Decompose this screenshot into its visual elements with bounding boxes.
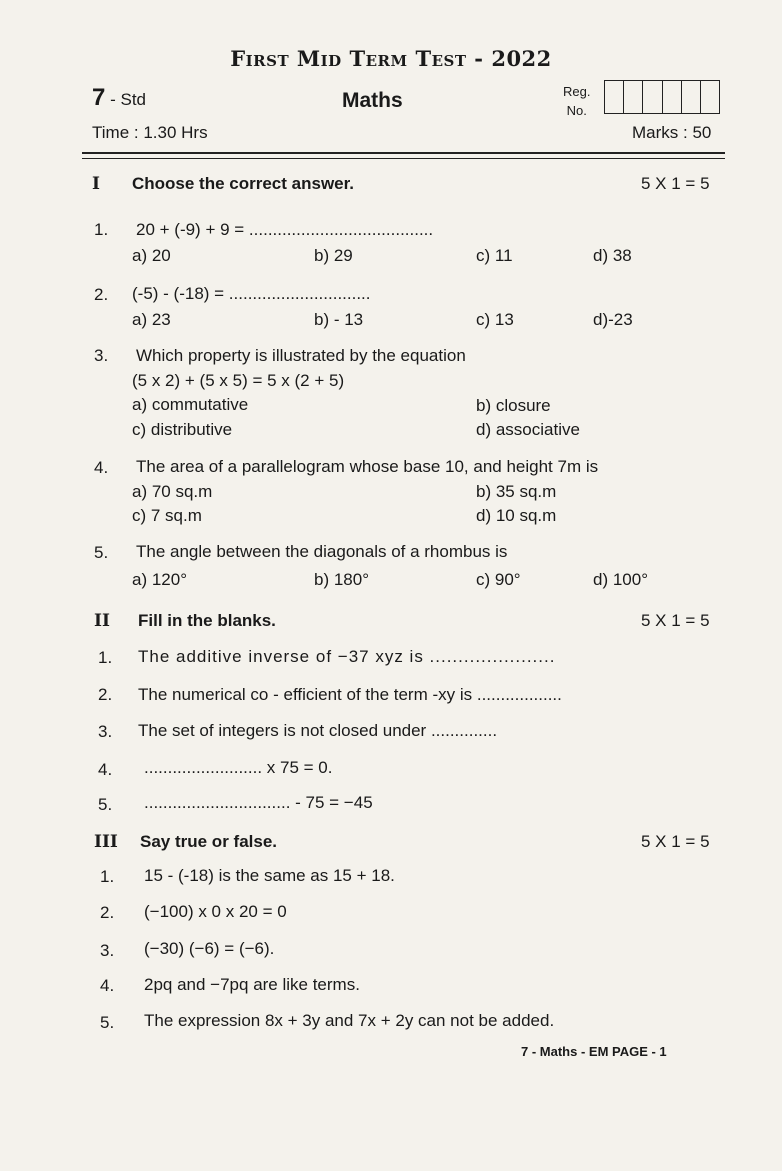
standard-number: 7 [92, 84, 106, 111]
question-text: The numerical co - efficient of the term -xy is .................. [138, 685, 562, 704]
option-d: d) associative [476, 420, 580, 439]
header-divider-thin [82, 158, 725, 159]
question-text: ............................... - 75 = −45 [144, 793, 373, 812]
section-1-number: I [92, 174, 100, 194]
question-number: 5. [94, 543, 109, 562]
option-b: b) 180° [314, 570, 370, 589]
question-text: The area of a parallelogram whose base 10, and height 7m is [136, 457, 599, 476]
question-text: (-5) - (-18) = .............................. [132, 284, 371, 303]
question-number: 1. [98, 648, 113, 667]
option-a: a) 23 [132, 310, 171, 329]
section-2-heading: Fill in the blanks. [138, 611, 276, 630]
question-number: 5. [100, 1013, 115, 1032]
section-1-heading: Choose the correct answer. [132, 174, 355, 193]
section-1-marks: 5 X 1 = 5 [641, 174, 710, 193]
question-text: ......................... x 75 = 0. [144, 758, 333, 777]
standard-label [92, 84, 146, 112]
reg-label [563, 82, 590, 120]
question-text: The expression 8x + 3y and 7x + 2y can not be added. [144, 1011, 555, 1030]
section-3-number: III [94, 832, 118, 852]
section-3-heading: Say true or false. [140, 832, 278, 851]
option-c: c) 11 [476, 246, 513, 265]
option-a: a) 20 [132, 246, 171, 265]
option-a: a) 120° [132, 570, 188, 589]
question-number: 3. [100, 941, 115, 960]
reg-label-line1: Reg. [563, 84, 591, 99]
question-number: 3. [98, 722, 113, 741]
option-b: b) 29 [314, 246, 353, 265]
question-number: 2. [94, 285, 109, 304]
section-3-marks: 5 X 1 = 5 [641, 832, 710, 851]
question-text: Which property is illustrated by the equation [136, 346, 466, 365]
question-number: 4. [100, 976, 115, 995]
option-b: b) closure [476, 396, 551, 415]
question-text: 2pq and −7pq are like terms. [144, 975, 360, 994]
reg-number-boxes [604, 80, 720, 114]
question-number: 2. [98, 685, 113, 704]
option-a: a) 70 sq.m [132, 482, 213, 501]
option-b: b) - 13 [314, 310, 364, 329]
question-number: 4. [98, 760, 113, 779]
section-2-number: II [94, 611, 110, 631]
test-title: First Mid Term Test - 2022 [230, 46, 552, 71]
question-text: The additive inverse of −37 xyz is ...................... [138, 647, 556, 666]
section-2-marks: 5 X 1 = 5 [641, 611, 710, 630]
standard-suffix: - Std [110, 90, 146, 109]
page-footer: 7 - Maths - EM PAGE - 1 [521, 1044, 667, 1059]
option-d: d) 100° [593, 570, 649, 589]
option-a: a) commutative [132, 395, 249, 414]
option-d: d) 10 sq.m [476, 506, 557, 525]
question-number: 1. [100, 867, 115, 886]
question-text: (−30) (−6) = (−6). [144, 939, 275, 958]
option-c: c) distributive [132, 420, 233, 439]
total-marks: Marks : 50 [632, 123, 712, 142]
reg-label-line2: No. [566, 103, 587, 118]
question-text: The angle between the diagonals of a rhombus is [136, 542, 508, 561]
question-number: 4. [94, 458, 109, 477]
question-number: 2. [100, 903, 115, 922]
option-b: b) 35 sq.m [476, 482, 557, 501]
question-number: 5. [98, 795, 113, 814]
question-equation: (5 x 2) + (5 x 5) = 5 x (2 + 5) [132, 371, 345, 390]
question-text: 15 - (-18) is the same as 15 + 18. [144, 866, 395, 885]
question-text: (−100) x 0 x 20 = 0 [144, 902, 287, 921]
option-c: c) 13 [476, 310, 514, 329]
question-text: 20 + (-9) + 9 = ....................................... [136, 220, 434, 239]
option-d: d)-23 [593, 310, 633, 329]
time-allowed: Time : 1.30 Hrs [92, 123, 208, 142]
option-c: c) 90° [476, 570, 521, 589]
question-text: The set of integers is not closed under .............. [138, 721, 498, 740]
option-d: d) 38 [593, 246, 632, 265]
option-c: c) 7 sq.m [132, 506, 202, 525]
question-number: 3. [94, 346, 109, 365]
subject-title: Maths [342, 89, 403, 112]
question-number: 1. [94, 220, 109, 239]
header-divider [82, 152, 725, 154]
